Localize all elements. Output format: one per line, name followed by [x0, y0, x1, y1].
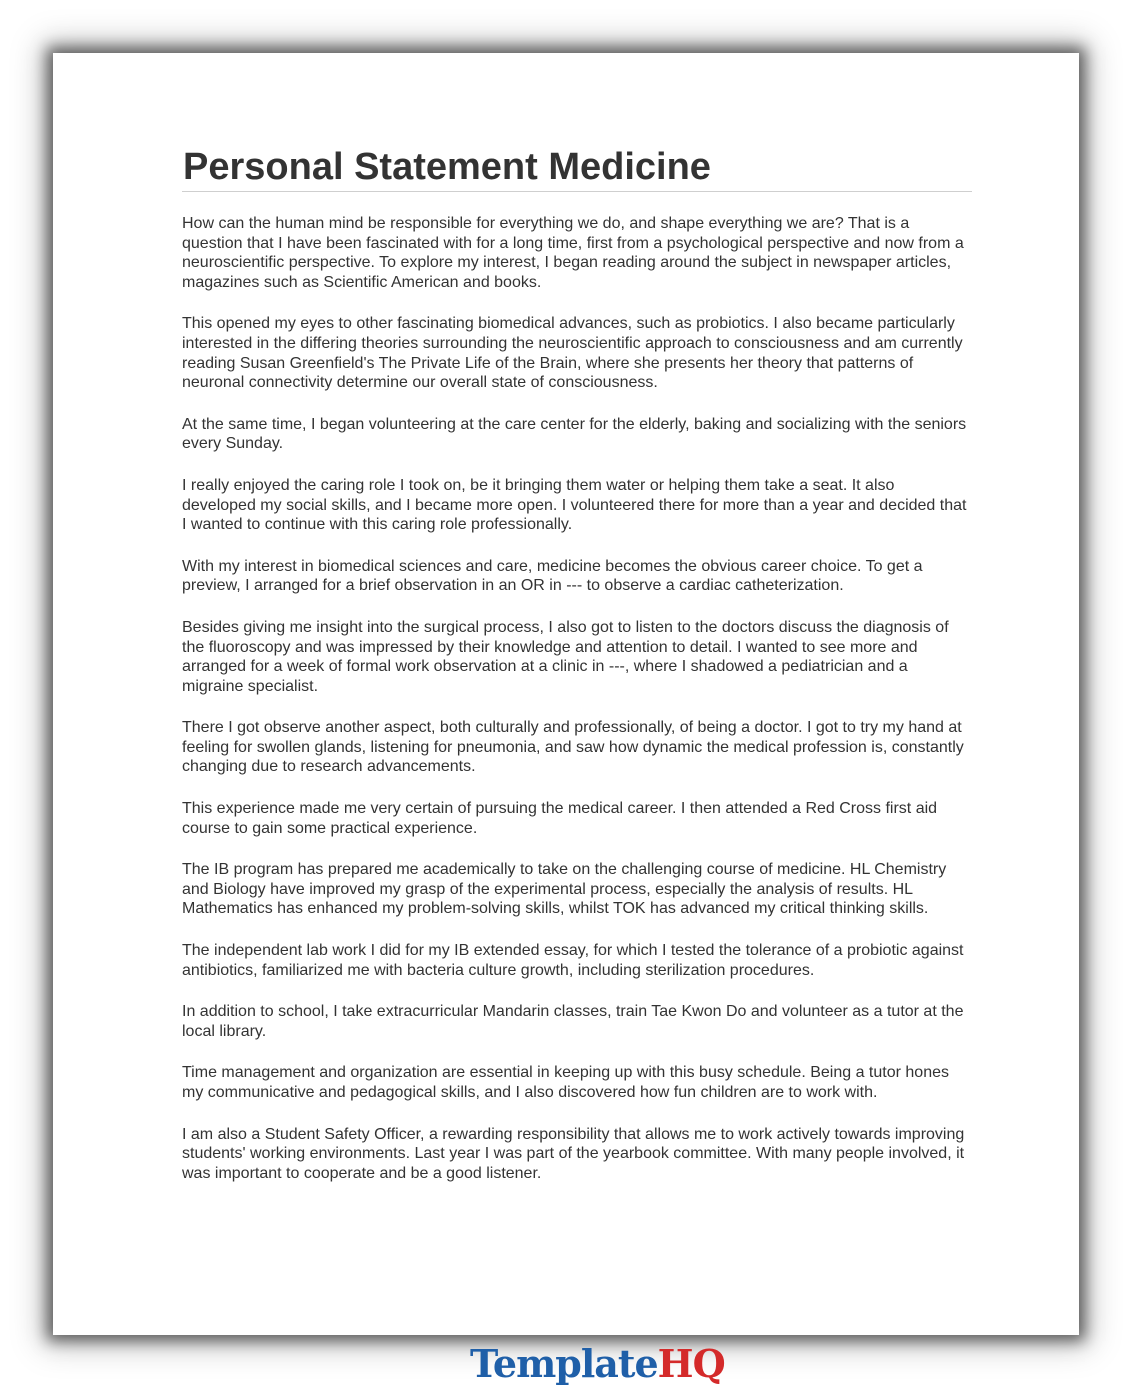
- document-content: [182, 145, 972, 1205]
- paragraph: In addition to school, I take extracurricular Mandarin classes, train Tae Kwon Do and volunteer as a tutor at the local library.: [182, 1003, 964, 1040]
- logo-text-template: Template: [470, 1341, 658, 1386]
- paragraph: This opened my eyes to other fascinating biomedical advances, such as probiotics. I also became particularly interested in the differing theories surrounding the neuroscientific approach to consciousness and am currently reading Susan Greenfield's The Private Life of the Brain, where she presents her theory that patterns of neuronal connectivity determine our overall state of consciousness.: [182, 315, 963, 392]
- paragraph: How can the human mind be responsible for everything we do, and shape everything we are? That is a question that I have been fascinated with for a long time, first from a psychological perspective and now from a neuroscientific perspective. To explore my interest, I began reading around the subject in newspaper articles, magazines such as Scientific American and books.: [182, 215, 964, 291]
- paragraph: At the same time, I began volunteering at the care center for the elderly, baking and socializing with the seniors every Sunday.: [182, 415, 967, 453]
- paragraph: The independent lab work I did for my IB extended essay, for which I tested the tolerance of a probiotic against antibiotics, familiarized me with bacteria culture growth, including sterilization procedures.: [182, 942, 964, 979]
- paragraph: Time management and organization are essential in keeping up with this busy schedule. Being a tutor hones my communicative and pedagogical skills, and I also discovered how fun children are to work with.: [182, 1064, 949, 1101]
- templatehq-logo: [470, 1340, 725, 1388]
- page-title: Personal Statement Medicine: [182, 145, 972, 192]
- document-page: [53, 53, 1079, 1335]
- paragraph: With my interest in biomedical sciences and care, medicine becomes the obvious career choice. To get a preview, I arranged for a brief observation in an OR in --- to observe a cardiac catheterization.: [182, 557, 923, 595]
- paragraph: There I got observe another aspect, both culturally and professionally, of being a doctor. I got to try my hand at feeling for swollen glands, listening for pneumonia, and saw how dynamic the medical profession is, constantly changing due to research advancements.: [182, 719, 964, 776]
- logo-text-hq: HQ: [657, 1341, 725, 1386]
- paragraph: This experience made me very certain of pursuing the medical career. I then attended a Red Cross first aid course to gain some practical experience.: [182, 800, 938, 837]
- paragraph: Besides giving me insight into the surgical process, I also got to listen to the doctors discuss the diagnosis of the fluoroscopy and was impressed by their knowledge and attention to detail. I wanted to see more and arranged for a week of formal work observation at a clinic in ---, where I shadowed a pediatrician and a migraine specialist.: [182, 618, 949, 695]
- paragraph: I am also a Student Safety Officer, a rewarding responsibility that allows me to work actively towards improving students' working environments. Last year I was part of the yearbook committee. With many people involved, it was important to cooperate and be a good listener.: [182, 1125, 965, 1182]
- paragraph: I really enjoyed the caring role I took on, be it bringing them water or helping them take a seat. It also developed my social skills, and I became more open. I volunteered there for more than a year and decided that I wanted to continue with this caring role professionally.: [182, 476, 967, 534]
- document-body: [182, 214, 972, 1183]
- paragraph: The IB program has prepared me academically to take on the challenging course of medicine. HL Chemistry and Biology have improved my grasp of the experimental process, especially the analysis of results. HL Mathematics has enhanced my problem-solving skills, whilst TOK has advanced my critical thinking skills.: [182, 861, 947, 918]
